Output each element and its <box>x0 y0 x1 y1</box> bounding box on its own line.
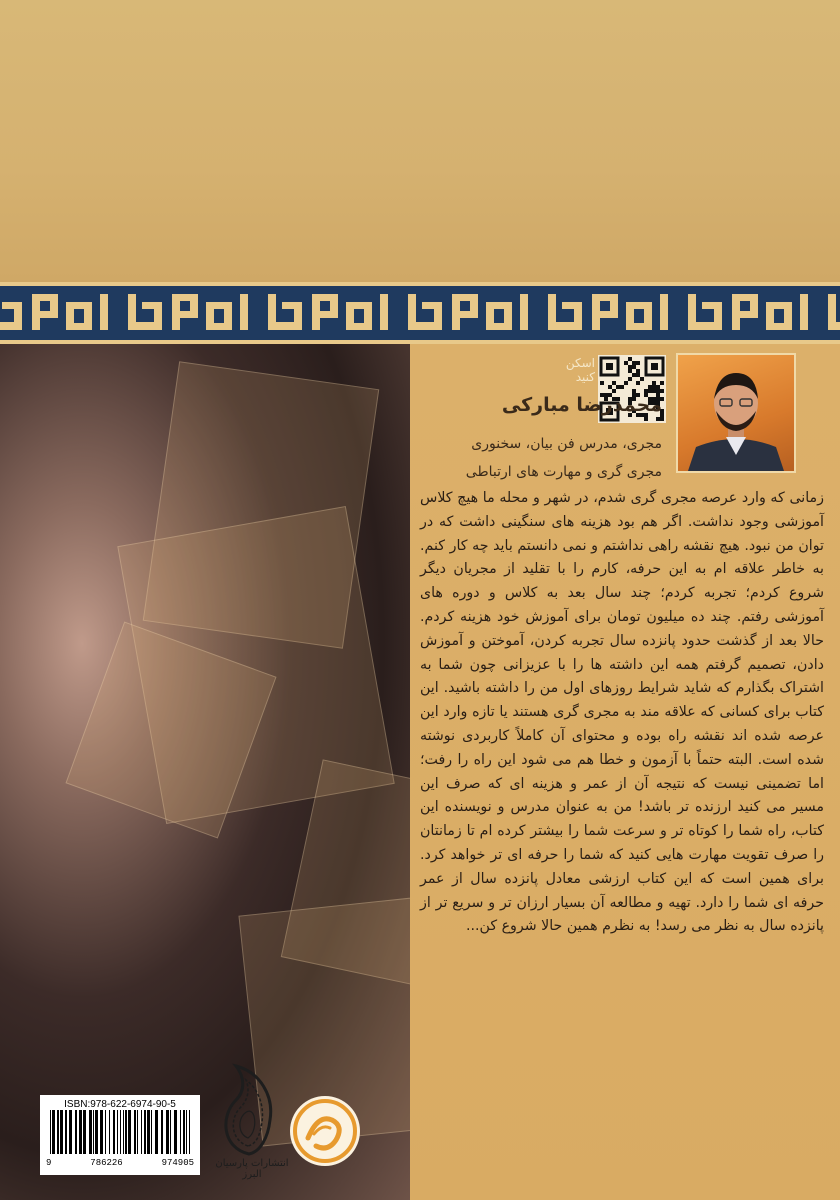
kufic-stroke <box>828 322 840 330</box>
qr-module <box>628 377 632 381</box>
barcode-bar <box>65 1110 67 1154</box>
kufic-stroke <box>422 302 442 309</box>
kufic-stroke <box>774 323 792 330</box>
qr-module <box>620 385 624 389</box>
barcode-bar <box>117 1110 118 1154</box>
barcode-bar <box>189 1110 190 1154</box>
kufic-stroke <box>380 294 388 330</box>
kufic-stroke <box>40 311 58 318</box>
qr-module <box>636 381 640 385</box>
qr-module <box>644 389 648 393</box>
qr-module <box>632 389 636 393</box>
qr-module <box>628 357 632 361</box>
qr-module <box>652 385 656 389</box>
kufic-stroke <box>2 302 22 309</box>
author-role-line-2: مجری گری و مهارت های ارتباطی <box>465 464 662 480</box>
qr-module <box>660 417 664 421</box>
back-cover-blurb: زمانی که وارد عرصه مجری گری شدم، در شهر و محله ما هیچ کلاس آموزشی وجود نداشت. اگر هم بود هزینه های سنگینی داشت که در توان من نبود. هیچ نقشه راهی نداشتم و نمی دانستم باید چه کار کنم. به خاطر علاقه ام به این حرفه، کارم را با تقلید از مجریان دیگر شروع کردم؛ تجربه کردم؛ چند سال بعد به کلاس و دوره های آموزشی رفتم. چند ده میلیون تومان برای آموزش خود هزینه کردم. حالا بعد از گذشت حدود پانزده سال تجربه کردن، آموختن و آموزش دادن، تصمیم گرفتم همه این داشته ها را با عزیزانی چون شما به اشتراک بگذارم که شاید شرایط روزهای اول من را داشته باشید. این کتاب برای کسانی که علاقه مند به مجری گری هستند یا تازه وارد این عرصه شده اند نقشه راه بوده و محتوای آن کاملاً کاربردی نوشته شده است. البته حتماً با آزمون و خطا هم می شود این راه را رفت؛ اما تضمینی نیست که نتیجه آن از عمر و هزینه ای که صرف این مسیر می کنید ارزنده تر باشد! من به عنوان مدرس و نویسنده این کتاب، راه شما را کوتاه تر و سرعت شما را بیشتر کرده ام تا زمانتان را صرف تقویت مهارت هایی کنید که شما را حرفه ای تر خواهد کرد. برای همین است که این کتاب ارزشی معادل پانزده سال از عمر حرفه ای شما را دارد. تهیه و مطالعه آن بسیار ارزان تر و سریع تر از پانزده سال به نظر می رسد! به نظرم همین حالا شروع کن... <box>420 490 824 935</box>
kufic-stroke <box>634 323 652 330</box>
barcode-bar <box>105 1110 106 1154</box>
barcode-bar <box>183 1110 185 1154</box>
publisher-seal <box>288 1094 362 1168</box>
kufic-stroke <box>142 302 162 309</box>
qr-module <box>652 381 656 385</box>
kufic-stroke <box>354 323 372 330</box>
kufic-stroke <box>520 294 528 330</box>
qr-module <box>636 369 640 373</box>
barcode-bar <box>137 1110 138 1154</box>
barcode-digits <box>46 1158 194 1168</box>
kufic-stroke <box>320 311 338 318</box>
author-role-line-1: مجری، مدرس فن بیان، سخنوری <box>471 436 662 452</box>
barcode-digit-lead: 9 <box>46 1158 52 1168</box>
barcode-bar <box>95 1110 98 1154</box>
kufic-stroke <box>702 302 722 309</box>
qr-module <box>660 389 664 393</box>
barcode-bar <box>141 1110 142 1154</box>
kufic-stroke <box>282 302 302 309</box>
barcode-bar <box>60 1110 63 1154</box>
barcode-bar <box>75 1110 77 1154</box>
kufic-pattern-border <box>0 282 840 344</box>
qr-module <box>600 381 604 385</box>
kufic-stroke <box>240 294 248 330</box>
author-role <box>420 430 662 486</box>
qr-module <box>636 361 640 365</box>
isbn-number: ISBN:978-622-6974-90-5 <box>64 1099 176 1110</box>
barcode-bar <box>144 1110 146 1154</box>
kufic-stroke <box>562 302 582 309</box>
isbn-barcode <box>40 1095 200 1175</box>
qr-module <box>624 381 628 385</box>
qr-module <box>632 361 636 365</box>
qr-module <box>608 385 612 389</box>
qr-module <box>636 373 640 377</box>
barcode-bar <box>52 1110 55 1154</box>
barcode-bar <box>79 1110 82 1154</box>
qr-module <box>656 385 660 389</box>
kufic-stroke <box>74 323 92 330</box>
author-portrait-graphic <box>678 355 794 471</box>
qr-module <box>632 373 636 377</box>
paisley-logo-graphic <box>214 1058 284 1158</box>
qr-module <box>652 389 656 393</box>
qr-scan-label: اسکن کنید <box>565 356 595 384</box>
barcode-bar <box>147 1110 150 1154</box>
barcode-bar <box>120 1110 121 1154</box>
barcode-bar <box>170 1110 171 1154</box>
barcode-bar <box>113 1110 115 1154</box>
barcode-graphic <box>46 1110 194 1154</box>
qr-module <box>644 417 648 421</box>
barcode-bar <box>134 1110 136 1154</box>
publisher-name: انتشارات پارسیان البرز <box>215 1158 289 1180</box>
barcode-digits-right: 974905 <box>161 1158 194 1168</box>
qr-module <box>616 385 620 389</box>
kufic-stroke <box>180 311 198 318</box>
barcode-bar <box>57 1110 59 1154</box>
qr-module <box>624 361 628 365</box>
barcode-bar <box>128 1110 131 1154</box>
kufic-stroke <box>600 311 618 318</box>
qr-module <box>612 389 616 393</box>
barcode-bar <box>83 1110 86 1154</box>
barcode-bar <box>166 1110 169 1154</box>
publisher-logo <box>214 1058 284 1168</box>
barcode-bar <box>174 1110 177 1154</box>
top-gold-band <box>0 0 840 282</box>
kufic-stroke <box>740 311 758 318</box>
barcode-bar <box>155 1110 158 1154</box>
qr-module <box>632 365 636 369</box>
barcode-bar <box>125 1110 127 1154</box>
kufic-stroke <box>460 311 478 318</box>
kufic-stroke <box>800 294 808 330</box>
qr-module <box>640 377 644 381</box>
barcode-bar <box>100 1110 103 1154</box>
barcode-bar <box>151 1110 152 1154</box>
author-name: محمدرضا مبارکی <box>501 394 662 416</box>
qr-module <box>648 385 652 389</box>
qr-module <box>628 365 632 369</box>
qr-module <box>656 389 660 393</box>
barcode-bar <box>123 1110 124 1154</box>
barcode-bar <box>89 1110 92 1154</box>
kufic-stroke <box>494 323 512 330</box>
barcode-bar <box>186 1110 187 1154</box>
qr-module <box>648 389 652 393</box>
barcode-bar <box>109 1110 110 1154</box>
barcode-bar <box>180 1110 181 1154</box>
qr-module <box>656 417 660 421</box>
author-photo <box>676 353 796 473</box>
left-photo-panel <box>0 344 410 1200</box>
kufic-pattern-graphic <box>0 282 840 344</box>
barcode-digits-left: 786226 <box>90 1158 123 1168</box>
barcode-bar <box>161 1110 163 1154</box>
barcode-bar <box>50 1110 51 1154</box>
publisher-seal-graphic <box>288 1094 362 1168</box>
barcode-bar <box>69 1110 72 1154</box>
barcode-bar <box>93 1110 94 1154</box>
kufic-stroke <box>214 323 232 330</box>
kufic-stroke <box>660 294 668 330</box>
qr-module <box>628 369 632 373</box>
qr-module <box>612 381 616 385</box>
kufic-stroke <box>100 294 108 330</box>
qr-module <box>660 381 664 385</box>
